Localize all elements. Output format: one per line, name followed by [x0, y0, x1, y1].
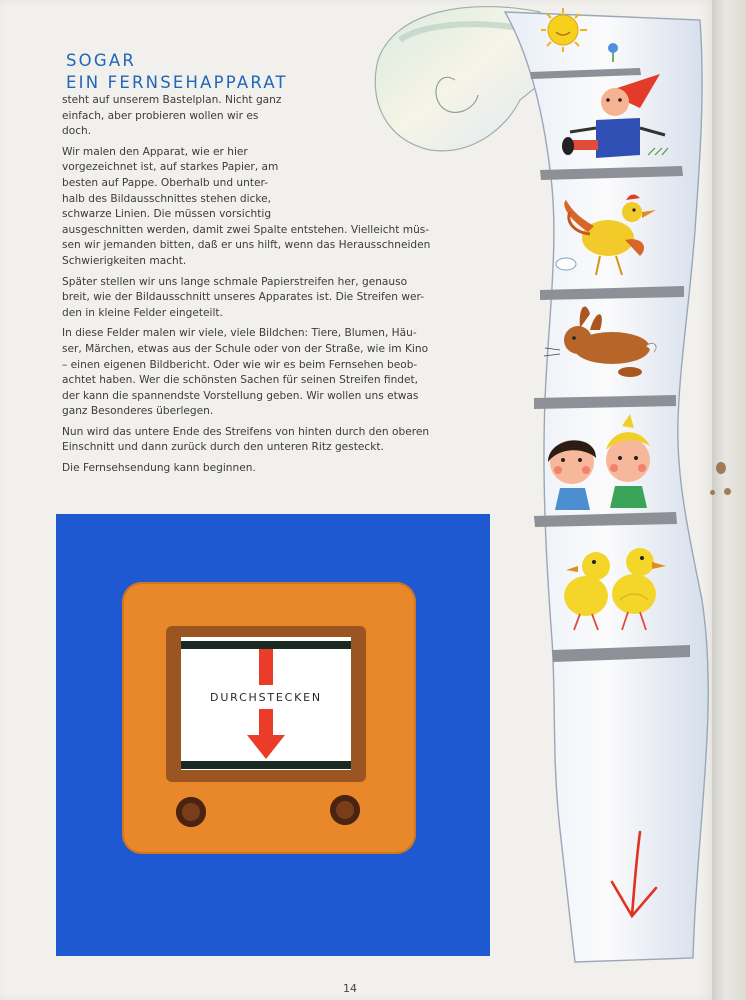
- text-line: sen wir jemanden bitten, daß er uns hilft, wenn das Herausschneiden: [62, 239, 431, 252]
- tv-knob-left: [176, 797, 206, 827]
- text-line: vorgezeichnet ist, auf starkes Papier, am: [62, 161, 279, 174]
- bottom-slit-line: [181, 761, 351, 769]
- screen-label-durchstecken: DURCHSTECKEN: [210, 691, 322, 704]
- text-line: – einen eigenen Bildbericht. Oder wie wir es beim Fernsehen beob-: [62, 358, 418, 371]
- text-line: besten auf Pappe. Oberhalb und unter-: [62, 176, 269, 189]
- text-line: In diese Felder malen wir viele, viele Bildchen: Tiere, Blumen, Häu-: [62, 327, 417, 340]
- page-number: 14: [343, 982, 357, 995]
- screen-arrow: [181, 649, 351, 761]
- text-line: steht auf unserem Bastelplan. Nicht ganz: [62, 94, 282, 106]
- title-line-2: EIN FERNSEHAPPARAT: [66, 73, 288, 92]
- text-line: Einschnitt und dann zurück durch den unteren Ritz gesteckt.: [62, 441, 384, 454]
- text-line: Schwierigkeiten macht.: [62, 254, 187, 267]
- text-line: breit, wie der Bildausschnitt unseres Apparates ist. Die Streifen wer-: [62, 291, 425, 304]
- text-line: Die Fernsehsendung kann beginnen.: [62, 462, 256, 475]
- text-line: ausgeschnitten werden, damit zwei Spalte entstehen. Vielleicht müs-: [62, 223, 430, 236]
- text-line: ganz Besonderes überlegen.: [62, 405, 214, 418]
- text-line: schwarze Linien. Die müssen vorsichtig: [62, 208, 272, 221]
- text-line: achtet haben. Wer die schönsten Sachen für seinen Streifen findet,: [62, 374, 419, 387]
- text-line: Wir malen den Apparat, wie er hier: [62, 145, 248, 158]
- text-line: der kann die spannendste Vorstellung geben. Wir wollen uns etwas: [62, 389, 419, 402]
- text-line: doch.: [62, 125, 92, 138]
- tv-knob-right: [330, 795, 360, 825]
- top-slit-line: [181, 641, 351, 649]
- text-line: Später stellen wir uns lange schmale Papierstreifen her, genauso: [62, 275, 408, 288]
- text-line: den in kleine Felder eingeteilt.: [62, 306, 223, 319]
- text-line: halb des Bildausschnittes stehen dicke,: [62, 192, 272, 205]
- text-line: Nun wird das untere Ende des Streifens von hinten durch den oberen: [62, 425, 430, 438]
- title-line-1: SOGAR: [66, 51, 136, 70]
- text-line: einfach, aber probieren wollen wir es: [62, 109, 259, 122]
- text-line: ser, Märchen, etwas aus der Schule oder von der Straße, wie im Kino: [62, 342, 429, 355]
